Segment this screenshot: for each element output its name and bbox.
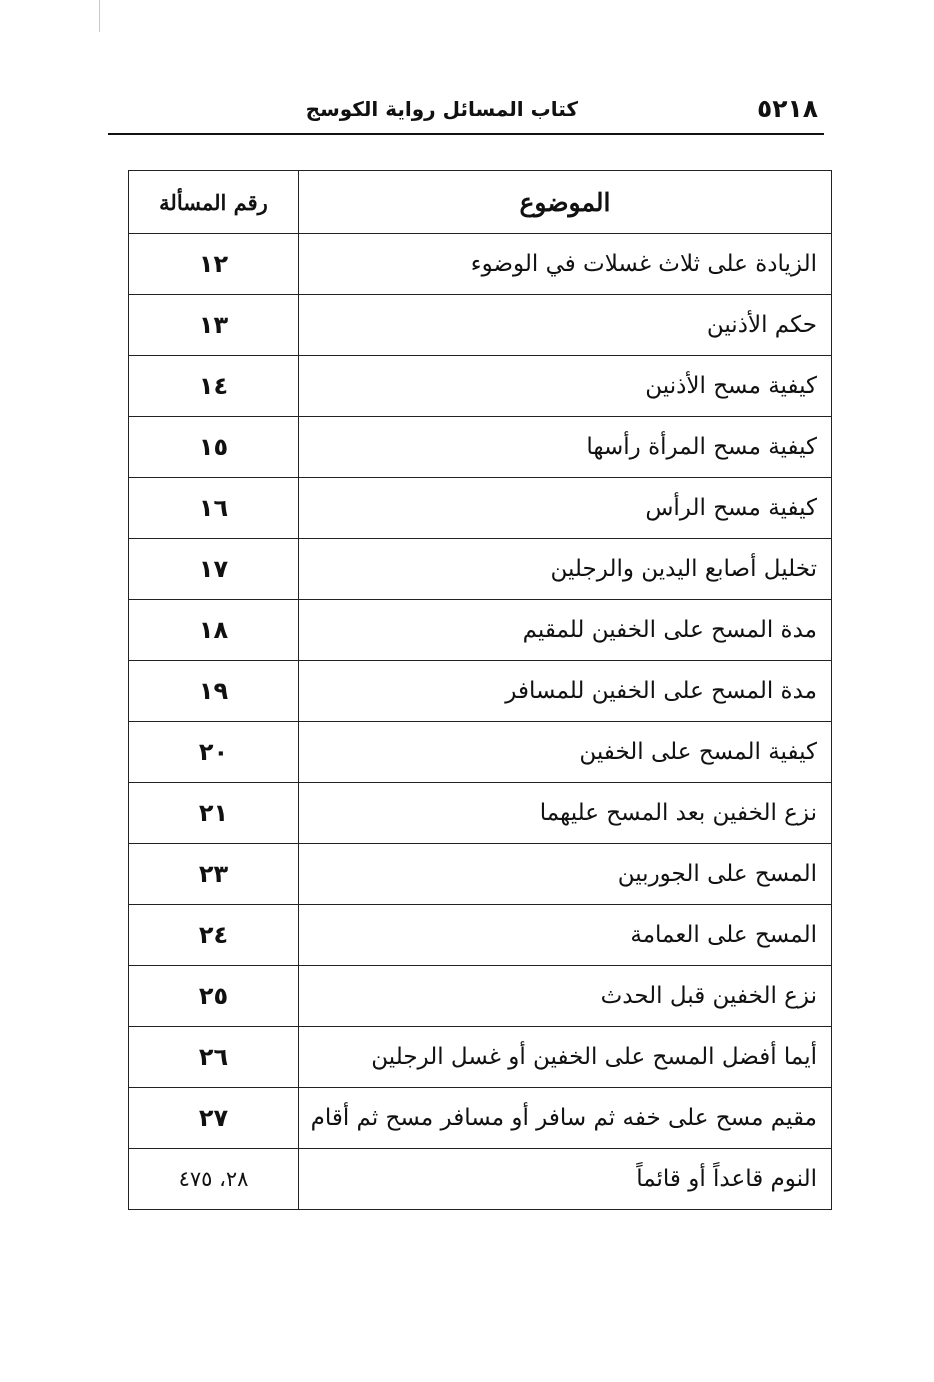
issue-number-cell: ٢٠ [129, 722, 299, 783]
issue-number-cell: ٢٣ [129, 844, 299, 905]
issue-number-cell: ١٦ [129, 478, 299, 539]
topic-cell: الزيادة على ثلاث غسلات في الوضوء [299, 234, 832, 295]
table-row [129, 844, 832, 905]
table-row [129, 539, 832, 600]
issue-number-cell: ١٨ [129, 600, 299, 661]
table-row [129, 600, 832, 661]
table-row [129, 966, 832, 1027]
book-title: كتاب المسائل رواية الكوسج [305, 97, 578, 121]
topic-cell: مقيم مسح على خفه ثم سافر أو مسافر مسح ثم أقام [299, 1088, 832, 1149]
topic-cell: النوم قاعداً أو قائماً [299, 1149, 832, 1210]
table-row [129, 234, 832, 295]
topic-cell: كيفية مسح المرأة رأسها [299, 417, 832, 478]
issue-number-cell: ١٤ [129, 356, 299, 417]
table-row [129, 722, 832, 783]
table-row [129, 417, 832, 478]
page-number: ٥٢١٨ [756, 94, 818, 123]
issue-number-cell: ١٣ [129, 295, 299, 356]
issue-number-cell: ١٩ [129, 661, 299, 722]
issue-number-column-header: رقم المسألة [129, 171, 299, 234]
issue-number-cell: ٢٧ [129, 1088, 299, 1149]
table-row [129, 661, 832, 722]
issue-number-cell: ١٥ [129, 417, 299, 478]
table-row [129, 295, 832, 356]
topic-cell: تخليل أصابع اليدين والرجلين [299, 539, 832, 600]
topic-cell: كيفية مسح الرأس [299, 478, 832, 539]
table-row [129, 356, 832, 417]
issue-number-cell: ٢٦ [129, 1027, 299, 1088]
table-row [129, 1088, 832, 1149]
topic-cell: مدة المسح على الخفين للمقيم [299, 600, 832, 661]
header-rule [108, 133, 824, 135]
table-row [129, 1027, 832, 1088]
topic-cell: كيفية مسح الأذنين [299, 356, 832, 417]
running-header [108, 92, 824, 130]
margin-mark [99, 0, 100, 32]
topic-cell: المسح على العمامة [299, 905, 832, 966]
table-header-row [129, 171, 832, 234]
topic-cell: كيفية المسح على الخفين [299, 722, 832, 783]
table-row [129, 905, 832, 966]
issue-number-cell: ١٧ [129, 539, 299, 600]
topic-cell: المسح على الجوربين [299, 844, 832, 905]
issue-number-cell: ١٢ [129, 234, 299, 295]
topic-cell: مدة المسح على الخفين للمسافر [299, 661, 832, 722]
topic-column-header: الموضوع [299, 171, 832, 234]
topic-cell: أيما أفضل المسح على الخفين أو غسل الرجلين [299, 1027, 832, 1088]
table-row [129, 1149, 832, 1210]
topic-cell: نزع الخفين بعد المسح عليهما [299, 783, 832, 844]
topics-index-table [128, 170, 832, 1210]
topic-cell: نزع الخفين قبل الحدث [299, 966, 832, 1027]
topic-cell: حكم الأذنين [299, 295, 832, 356]
issue-number-cell: ٢٨، ٤٧٥ [129, 1149, 299, 1210]
table-row [129, 783, 832, 844]
issue-number-cell: ٢٥ [129, 966, 299, 1027]
issue-number-cell: ٢١ [129, 783, 299, 844]
table-row [129, 478, 832, 539]
issue-number-cell: ٢٤ [129, 905, 299, 966]
